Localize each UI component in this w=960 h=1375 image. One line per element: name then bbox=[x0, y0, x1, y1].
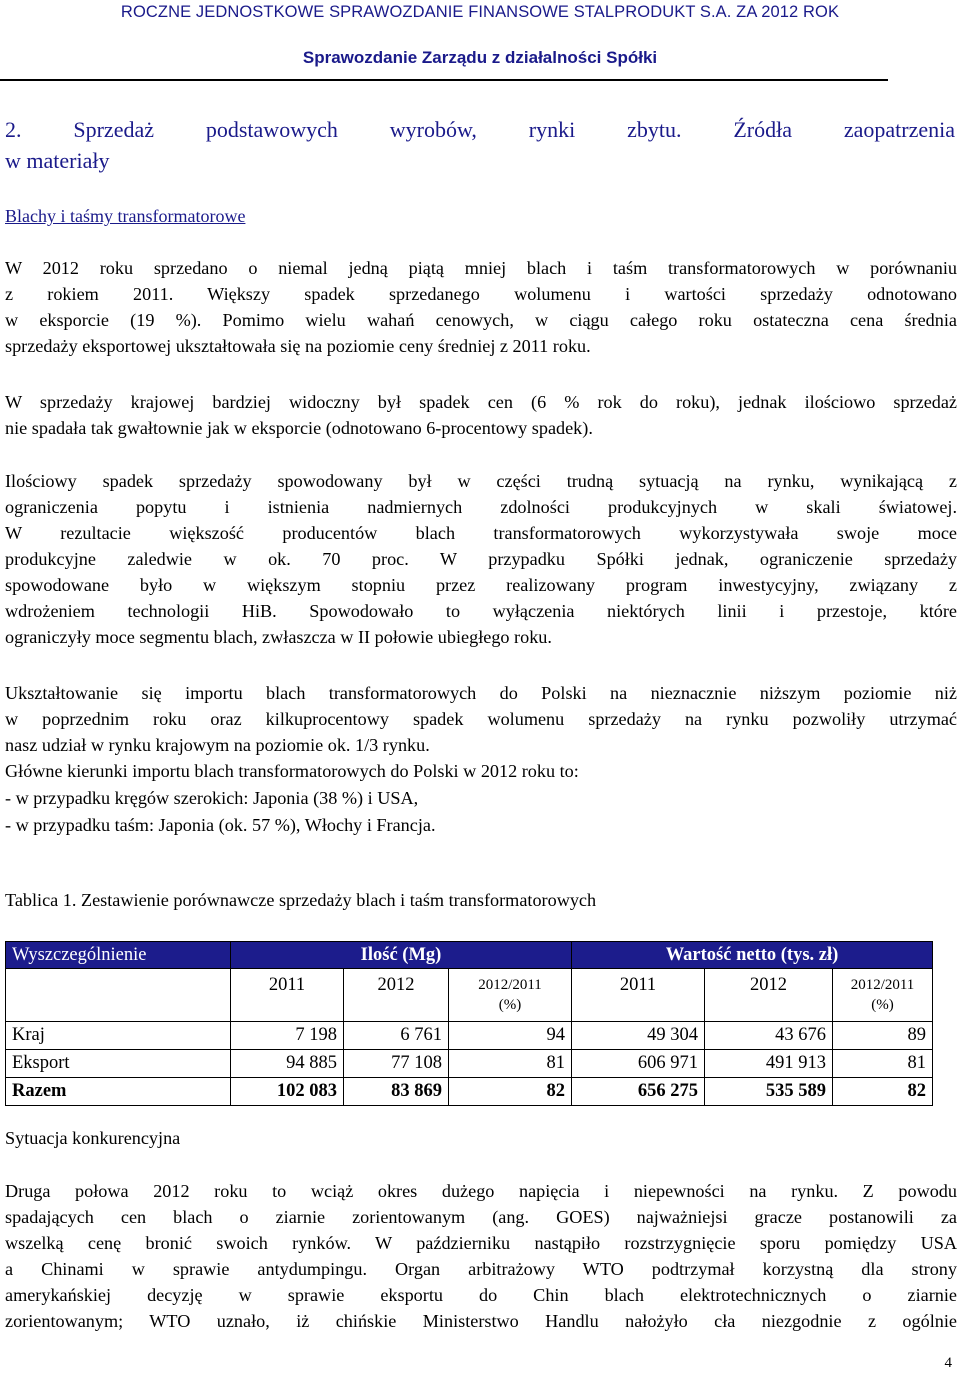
column-group-header: Wartość netto (tys. zł) bbox=[572, 942, 933, 969]
table-cell: 6 761 bbox=[344, 1022, 449, 1050]
competition-title: Sytuacja konkurencyjna bbox=[5, 1128, 181, 1148]
sales-comparison-table bbox=[5, 941, 933, 1106]
table-cell: 656 275 bbox=[572, 1078, 705, 1106]
paragraph-6 bbox=[5, 1178, 957, 1334]
column-header: Wyszczególnienie bbox=[6, 942, 231, 969]
table-total-row bbox=[6, 1078, 933, 1106]
text-line: spadających cen blach o ziarnie zorientowanym (ang. GOES) najważniejsi gracze postanowili za bbox=[5, 1207, 957, 1227]
paragraph-1 bbox=[5, 255, 957, 359]
text-line: ograniczenia popytu i istnienia nadmiernych zdolności produkcyjnych w skali światowej. bbox=[5, 497, 957, 517]
row-label: Eksport bbox=[6, 1050, 231, 1078]
text-line: produkcyjne zaledwie w ok. 70 proc. W przypadku Spółki jednak, ograniczenie sprzedaży bbox=[5, 549, 957, 569]
text-line: nasz udział w rynku krajowym na poziomie ok. 1/3 rynku. bbox=[5, 735, 430, 755]
table-subheader-row bbox=[6, 969, 933, 1022]
text-line: Ilościowy spadek sprzedaży spowodowany był w części trudną sytuacją na rynku, wynikającą z bbox=[5, 471, 957, 491]
table-cell: 83 869 bbox=[344, 1078, 449, 1106]
column-group-header: Ilość (Mg) bbox=[231, 942, 572, 969]
table-cell: 7 198 bbox=[231, 1022, 344, 1050]
column-subheader: 2012 bbox=[344, 969, 449, 1022]
report-subtitle: Sprawozdanie Zarządu z działalności Spółki bbox=[302, 48, 658, 67]
table-header-row bbox=[6, 942, 933, 969]
table-cell: 81 bbox=[449, 1050, 572, 1078]
table-cell: 77 108 bbox=[344, 1050, 449, 1078]
paragraph-3 bbox=[5, 468, 957, 650]
column-subheader: 2012 bbox=[705, 969, 833, 1022]
report-title: ROCZNE JEDNOSTKOWE SPRAWOZDANIE FINANSOWE STALPRODUKT S.A. ZA 2012 ROK bbox=[120, 3, 840, 21]
text-line: amerykańskiej decyzję w sprawie eksportu do Chin blach elektrotechnicznych o ziarnie bbox=[5, 1285, 957, 1305]
row-label: Razem bbox=[6, 1078, 231, 1106]
table-row bbox=[6, 1022, 933, 1050]
table-cell: 89 bbox=[833, 1022, 933, 1050]
text-line: zorientowanym; WTO uznało, iż chińskie Ministerstwo Handlu nałożyło cła niezgodnie z ogólnie bbox=[5, 1311, 957, 1331]
text-line: W rezultacie większość producentów blach transformatorowych wykorzystywała swoje moce bbox=[5, 523, 957, 543]
text-line: Ukształtowanie się importu blach transformatorowych do Polski na nieznacznie niższym poziomie niż bbox=[5, 683, 957, 703]
section-subheading: Blachy i taśmy transformatorowe bbox=[5, 206, 246, 226]
list-item: - w przypadku taśm: Japonia (ok. 57 %), Włochy i Francja. bbox=[5, 815, 436, 835]
table-cell: 535 589 bbox=[705, 1078, 833, 1106]
text-line: a Chinami w sprawie antydumpingu. Organ arbitrażowy WTO podtrzymał korzystną dla strony bbox=[5, 1259, 957, 1279]
text-line: wdrożeniem technologii HiB. Spowodowało to wyłączenia niektórych linii i przestoje, które bbox=[5, 601, 957, 621]
row-label: Kraj bbox=[6, 1022, 231, 1050]
text-line: sprzedaży eksportowej ukształtowała się na poziomie ceny średniej z 2011 roku. bbox=[5, 336, 591, 356]
table-cell: 102 083 bbox=[231, 1078, 344, 1106]
table-cell: 82 bbox=[449, 1078, 572, 1106]
column-subheader: 2011 bbox=[572, 969, 705, 1022]
text-line: w poprzednim roku oraz kilkuprocentowy spadek wolumenu sprzedaży na rynku pozwoliły utrzymać bbox=[5, 709, 957, 729]
page-number: 4 bbox=[944, 1355, 952, 1371]
text-line: nie spadała tak gwałtownie jak w eksporcie (odnotowano 6-procentowy spadek). bbox=[5, 418, 593, 438]
table-cell: 82 bbox=[833, 1078, 933, 1106]
text-line: Główne kierunki importu blach transformatorowych do Polski w 2012 roku to: bbox=[5, 761, 579, 781]
section-heading-cont: w materiały bbox=[5, 148, 110, 173]
header-divider bbox=[0, 79, 888, 81]
paragraph-2 bbox=[5, 389, 957, 441]
column-subheader: 2011 bbox=[231, 969, 344, 1022]
text-line: w eksporcie (19 %). Pomimo wielu wahań cenowych, w ciągu całego roku ostateczna cena średnia bbox=[5, 310, 957, 330]
table-cell: 606 971 bbox=[572, 1050, 705, 1078]
text-line: z rokiem 2011. Większy spadek sprzedanego wolumenu i wartości sprzedaży odnotowano bbox=[5, 284, 957, 304]
table-cell: 43 676 bbox=[705, 1022, 833, 1050]
text-line: wszelką cenę bronić swoich rynków. W październiku nastąpiło rozstrzygnięcie sporu pomiędzy USA bbox=[5, 1233, 957, 1253]
text-line: Druga połowa 2012 roku to wciąż okres dużego napięcia i niepewności na rynku. Z powodu bbox=[5, 1181, 957, 1201]
table-cell bbox=[6, 969, 231, 1022]
column-subheader: 2012/2011 (%) bbox=[449, 969, 572, 1022]
table-row bbox=[6, 1050, 933, 1078]
text-line: W sprzedaży krajowej bardziej widoczny był spadek cen (6 % rok do roku), jednak ilościowo sprzedaż bbox=[5, 392, 957, 412]
table-cell: 94 bbox=[449, 1022, 572, 1050]
table-cell: 49 304 bbox=[572, 1022, 705, 1050]
list-item: - w przypadku kręgów szerokich: Japonia (38 %) i USA, bbox=[5, 788, 419, 808]
paragraph-4 bbox=[5, 680, 957, 758]
text-line: spowodowane było w większym stopniu przez realizowany program inwestycyjny, związany z bbox=[5, 575, 957, 595]
table-cell: 94 885 bbox=[231, 1050, 344, 1078]
text-line: ograniczyły moce segmentu blach, zwłaszcza w II połowie ubiegłego roku. bbox=[5, 627, 552, 647]
column-subheader: 2012/2011 (%) bbox=[833, 969, 933, 1022]
text-line: W 2012 roku sprzedano o niemal jedną piątą mniej blach i taśm transformatorowych w porównaniu bbox=[5, 258, 957, 278]
table-cell: 491 913 bbox=[705, 1050, 833, 1078]
section-heading: 2. Sprzedaż podstawowych wyrobów, rynki zbytu. Źródła zaopatrzenia bbox=[5, 117, 955, 142]
table-cell: 81 bbox=[833, 1050, 933, 1078]
table-caption: Tablica 1. Zestawienie porównawcze sprzedaży blach i taśm transformatorowych bbox=[5, 890, 597, 910]
